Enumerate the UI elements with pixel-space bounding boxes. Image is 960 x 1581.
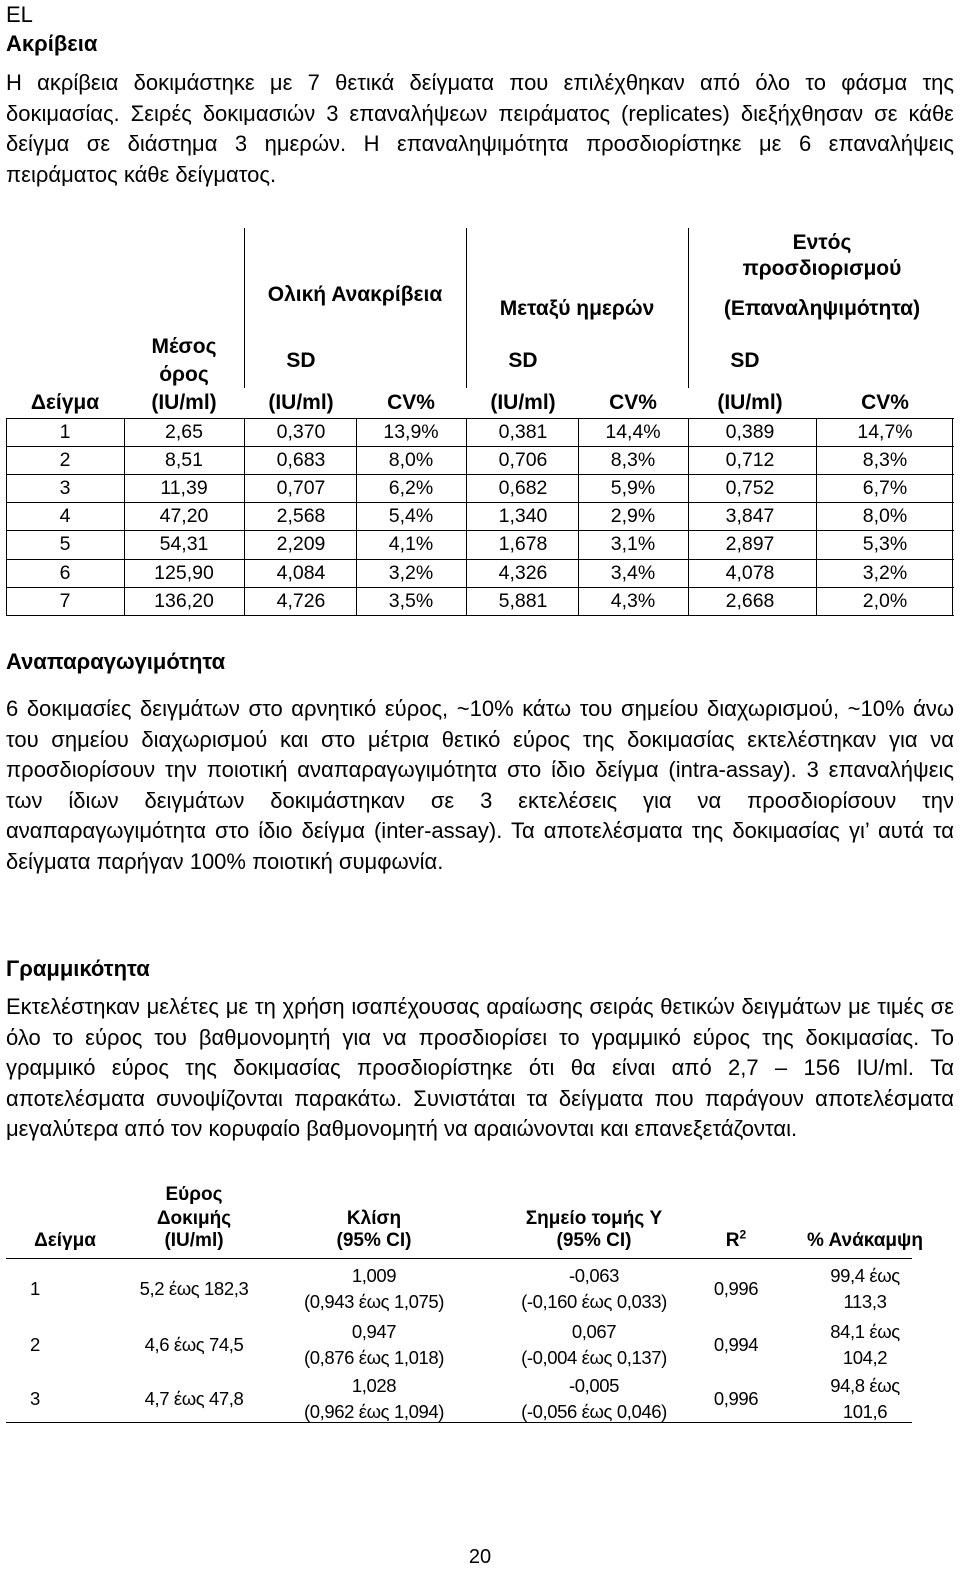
lt-header-r2-sup: 2 — [739, 1227, 747, 1242]
group-header-total: Ολική Ανακρίβεια — [267, 283, 443, 306]
linearity-table-cell-int: 0,067 — [571, 1321, 617, 1342]
lt-header-slope-l2: (95% CI) — [336, 1230, 412, 1251]
precision-table-cell: 1 — [59, 421, 71, 443]
col-header-between-unit: (IU/ml) — [490, 391, 556, 414]
precision-table-cell: 8,51 — [165, 449, 203, 472]
col-header-within-unit: (IU/ml) — [717, 391, 783, 414]
linearity-table-cell-int-ci: (-0,160 έως 0,033) — [521, 1291, 667, 1312]
precision-table-cell: 4,726 — [276, 589, 326, 612]
precision-table-divider — [466, 228, 467, 388]
lt-header-r2 — [704, 1228, 768, 1254]
col-header-between-cv: CV% — [609, 391, 657, 414]
precision-table-row-line — [6, 615, 954, 616]
group-header-within-l3: (Επαναληψιμότητα) — [723, 297, 921, 320]
precision-table-cell: 5 — [59, 533, 71, 556]
precision-table-cell: 2,65 — [165, 421, 203, 443]
mean-label-l2: όρος — [159, 363, 209, 386]
linearity-table-cell-r2: 0,996 — [713, 1388, 759, 1409]
linearity-table-cell-slope-ci: (0,943 έως 1,075) — [304, 1291, 444, 1312]
precision-table-cell: 3,1% — [610, 533, 656, 556]
precision-table-col-line — [688, 418, 689, 615]
linearity-table-cell-int-ci: (-0,004 έως 0,137) — [521, 1347, 667, 1368]
precision-table-cell: 0,712 — [725, 449, 775, 472]
col-header-within-cv: CV% — [861, 391, 909, 414]
col-header-sample: Δείγμα — [30, 391, 100, 414]
precision-table-cell: 0,682 — [498, 477, 548, 500]
linearity-table-cell-int: -0,005 — [568, 1375, 620, 1396]
col-header-total-cv: CV% — [387, 391, 435, 414]
precision-table-col-line — [466, 418, 467, 615]
precision-table-cell: 3,847 — [725, 505, 775, 528]
sd-label-within: SD — [730, 349, 760, 372]
precision-table-cell: 4,1% — [388, 533, 434, 556]
accuracy-paragraph: Η ακρίβεια δοκιμάστηκε με 7 θετικά δείγματα που επιλέχθηκαν από όλο το φάσμα της δοκιμασίας. Σειρές δοκιμασιών 3 επαναλήψεων πειράματος (replicates) διεξήχθησαν σε κάθε δείγμα σε διάστημα 3 ημερών. Η επαναληψιμότητα προσδιορίστηκε με 6 επαναλήψεις πειράματος κάθε δείγματος. — [6, 70, 954, 187]
precision-table-cell: 1,678 — [498, 533, 548, 556]
linearity-table-cell-rec1: 99,4 έως — [830, 1265, 900, 1286]
group-header-within-l2: προσδιορισμού — [742, 257, 902, 280]
precision-table-cell: 6,2% — [388, 477, 434, 500]
lt-header-sample: Δείγμα — [34, 1230, 96, 1251]
group-header-within-l1: Εντός — [792, 231, 852, 254]
precision-table-cell: 0,381 — [498, 421, 548, 443]
linearity-table-cell-sample: 1 — [30, 1278, 40, 1299]
lt-header-range-l2: Δοκιμής — [156, 1208, 232, 1229]
precision-table-cell: 6,7% — [862, 477, 908, 500]
precision-table-cell: 2 — [59, 449, 71, 472]
linearity-table-cell-rec1: 94,8 έως — [830, 1375, 900, 1396]
precision-table-cell: 5,9% — [610, 477, 656, 500]
col-header-mean-unit: (IU/ml) — [151, 391, 217, 414]
linearity-table-cell-rec1: 84,1 έως — [830, 1321, 900, 1342]
precision-table-cell: 3,2% — [862, 561, 908, 584]
precision-table-cell: 0,370 — [276, 421, 326, 443]
linearity-table-cell-range: 4,6 έως 74,5 — [144, 1334, 244, 1355]
linearity-table-cell-rec2: 101,6 — [842, 1401, 888, 1422]
precision-table-cell: 3 — [59, 477, 71, 500]
precision-table-cell: 6 — [59, 561, 71, 584]
precision-table-divider — [244, 228, 245, 388]
lt-header-range-l1: Εύρος — [165, 1184, 223, 1205]
precision-table-cell: 5,4% — [388, 505, 434, 528]
precision-table-cell: 3,4% — [610, 561, 656, 584]
accuracy-heading: Ακρίβεια — [6, 31, 98, 56]
group-header-between-days: Μεταξύ ημερών — [499, 297, 655, 320]
lt-header-range-l3: (IU/ml) — [164, 1230, 224, 1251]
precision-table-cell: 14,4% — [605, 421, 661, 443]
sd-label-between: SD — [508, 349, 538, 372]
precision-table-cell: 0,706 — [498, 449, 548, 472]
mean-label-l1: Μέσος — [151, 335, 217, 358]
precision-table-cell: 2,568 — [276, 505, 326, 528]
linearity-paragraph: Εκτελέστηκαν μελέτες με τη χρήση ισαπέχουσας αραίωσης σειράς θετικών δειγμάτων με τιμές σε όλο το εύρος του βαθμονομητή για να προσδιορίσει το γραμμικό εύρος της δοκιμασίας. Το γραμμικό εύρος της δοκιμασίας προσδιορίστηκε ότι θα είναι από 2,7 – 156 IU/ml. Τα αποτελέσματα συνοψίζονται παρακάτω. Συνιστάται τα δείγματα που παράγουν αποτελέσματα μεγαλύτερα από τον κορυφαίο βαθμονομητή να αραιώνονται και επανεξετάζονται. — [6, 994, 954, 1142]
lt-header-slope-l1: Κλίση — [346, 1208, 402, 1229]
reproducibility-heading: Αναπαραγωγιμότητα — [6, 649, 226, 674]
precision-table-divider — [688, 228, 689, 388]
precision-table-cell: 4,078 — [725, 561, 775, 584]
precision-table-cell: 1,340 — [498, 505, 548, 528]
precision-table-cell: 2,209 — [276, 533, 326, 556]
linearity-table-cell-r2: 0,994 — [713, 1334, 759, 1355]
lt-header-intercept-l2: (95% CI) — [556, 1230, 632, 1251]
precision-table-cell: 5,881 — [498, 589, 548, 612]
precision-table-cell: 14,7% — [857, 421, 913, 443]
linearity-table-cell-sample: 2 — [30, 1334, 40, 1355]
precision-table-cell: 0,683 — [276, 449, 326, 472]
linearity-table-cell-int: -0,063 — [568, 1265, 620, 1286]
precision-table-cell: 7 — [59, 589, 71, 612]
linearity-table-cell-slope-ci: (0,876 έως 1,018) — [304, 1347, 444, 1368]
linearity-table-cell-slope: 1,028 — [351, 1375, 397, 1396]
lt-header-recovery: % Ανάκαμψη — [807, 1230, 923, 1251]
precision-table-cell: 2,0% — [862, 589, 908, 612]
lt-header-r2-text: R — [725, 1230, 740, 1251]
precision-table-cell: 4,3% — [610, 589, 656, 612]
precision-table-cell: 47,20 — [159, 505, 209, 528]
linearity-table-cell-rec2: 113,3 — [843, 1291, 887, 1312]
precision-table-cell: 54,31 — [159, 533, 209, 556]
linearity-table-cell-r2: 0,996 — [713, 1278, 759, 1299]
precision-table-cell: 4,084 — [276, 561, 326, 584]
precision-table — [6, 228, 954, 616]
reproducibility-paragraph: 6 δοκιμασίες δειγμάτων στο αρνητικό εύρος, ~10% κάτω του σημείου διαχωρισμού, ~10% άνω του σημείου διαχωρισμού και στο μέτρια θετικό εύρος της δοκιμασίας εκτελέστηκαν για να προσδιορίσουν την ποιοτική αναπαραγωγιμότητα στο ίδιο δείγμα (intra-assay). 3 επαναλήψεις των ίδιων δειγμάτων δοκιμάστηκαν σε 3 εκτελέσεις για να προσδιορίσουν την αναπαραγωγιμότητα στο ίδιο δείγμα (inter-assay). Τα αποτελέσματα της δοκιμασίας γι’ αυτά τα δείγματα παρήγαν 100% ποιοτική συμφωνία. — [6, 696, 954, 874]
precision-table-cell: 8,0% — [862, 505, 908, 528]
precision-table-cell: 2,668 — [725, 589, 775, 612]
linearity-table-cell-slope: 0,947 — [351, 1321, 397, 1342]
precision-table-cell: 4,326 — [498, 561, 548, 584]
page-number: 20 — [468, 1546, 492, 1568]
precision-table-cell: 8,3% — [610, 449, 656, 472]
linearity-table-cell-int-ci: (-0,056 έως 0,046) — [521, 1401, 667, 1422]
precision-table-cell: 5,3% — [862, 533, 908, 556]
linearity-table-cell-slope-ci: (0,962 έως 1,094) — [304, 1401, 444, 1422]
precision-table-cell: 13,9% — [383, 421, 439, 443]
precision-table-cell: 4 — [59, 505, 71, 528]
precision-table-cell: 2,897 — [725, 533, 775, 556]
precision-table-cell: 11,39 — [160, 477, 208, 500]
lt-header-intercept-l1: Σημείο τομής Y — [525, 1208, 663, 1229]
language-code: EL — [6, 2, 33, 27]
precision-table-cell: 0,752 — [725, 477, 775, 500]
precision-table-cell: 8,3% — [862, 449, 908, 472]
col-header-total-unit: (IU/ml) — [268, 391, 334, 414]
precision-table-cell: 3,2% — [388, 561, 434, 584]
sd-label-total: SD — [286, 349, 316, 372]
precision-table-cell: 8,0% — [388, 449, 434, 472]
precision-table-cell: 0,707 — [276, 477, 326, 500]
linearity-heading: Γραμμικότητα — [6, 956, 150, 981]
linearity-table-cell-range: 4,7 έως 47,8 — [144, 1388, 244, 1409]
linearity-table-cell-rec2: 104,2 — [842, 1347, 888, 1368]
linearity-table-cell-range: 5,2 έως 182,3 — [139, 1278, 249, 1299]
lt-header-rule — [6, 1258, 912, 1259]
precision-table-cell: 136,20 — [154, 589, 214, 612]
precision-table-cell: 3,5% — [388, 589, 434, 612]
linearity-table-cell-sample: 3 — [30, 1388, 40, 1409]
precision-table-cell: 0,389 — [725, 421, 775, 443]
precision-table-cell: 2,9% — [610, 505, 656, 528]
linearity-table-cell-slope: 1,009 — [351, 1265, 397, 1286]
precision-table-cell: 125,90 — [154, 561, 214, 584]
precision-table-col-line — [244, 418, 245, 615]
